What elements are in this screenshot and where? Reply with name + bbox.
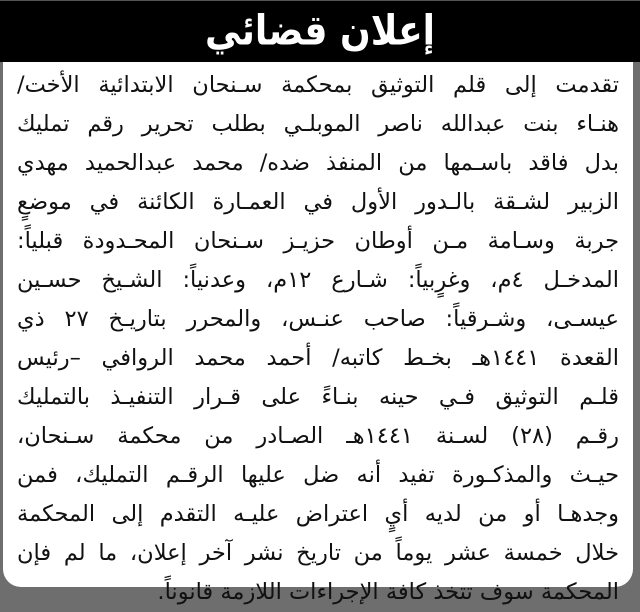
- notice-line: المحكمة سوف تتخذ كافة الإجراءات اللازمة قانوناً.: [157, 579, 619, 605]
- notice-line: بدل فاقد باسـمها من المنفذ ضده/ محمد عبدالحميد مهدي: [17, 150, 619, 176]
- notice-line: وجدهـا أو من لديه أيٍ اعتراض عليـه التقدم إلى المحكمة: [17, 501, 619, 527]
- notice-title: إعلان قضائي: [204, 7, 436, 55]
- notice-line: المدخـل ٤م، وغرٍبياً: شـارع ١٢م، وعدنياً: الشـيخ حسـين: [17, 267, 619, 293]
- notice-header: [0, 0, 640, 62]
- notice-line: جربة وسـامة مـن أوطان حزيـز سـنحان المحـدودة قبلياً:: [17, 228, 619, 254]
- notice-panel: [3, 62, 633, 605]
- notice-body: [17, 66, 619, 612]
- notice-line: تقدمت إلى قلم التوثيق بمحكمة سـنحان الابتدائية الأخت/: [17, 72, 619, 98]
- notice-line: عيسـى، وشـرقياً: صاحب عنـس، والمحرر بتاريـخ ٢٧ ذي: [17, 306, 619, 332]
- notice-line: الزبير لشـقة بالـدور الأول في العمـارة الكائنة في موضعٍ: [17, 189, 619, 215]
- notice-line: خلال خمسة عشر يوماً من تاريخ نشر آخر إعلان، ما لم فإن: [17, 540, 619, 566]
- notice-line: رقـم (٢٨) لسـنة ١٤٤١هـ الصـادر من محكمة سـنحان،: [17, 423, 619, 449]
- notice-line: هنـاء بنت عبدالله ناصر الموبلـي بطلب تحرير رقم تمليك: [17, 111, 619, 137]
- notice-line: حيـث والمذكـورة تفيد أنه ضل عليها الرقـم التمليك، فمن: [17, 462, 619, 488]
- notice-line: القعدة ١٤٤١هـ بخـط كاتبه/ أحمد محمد الروافي –رئيس: [17, 345, 619, 371]
- notice-line: قلـم التوثيق فـي حينه بنـاءً على قـرار التنفيـذ بالتمليك: [17, 384, 619, 410]
